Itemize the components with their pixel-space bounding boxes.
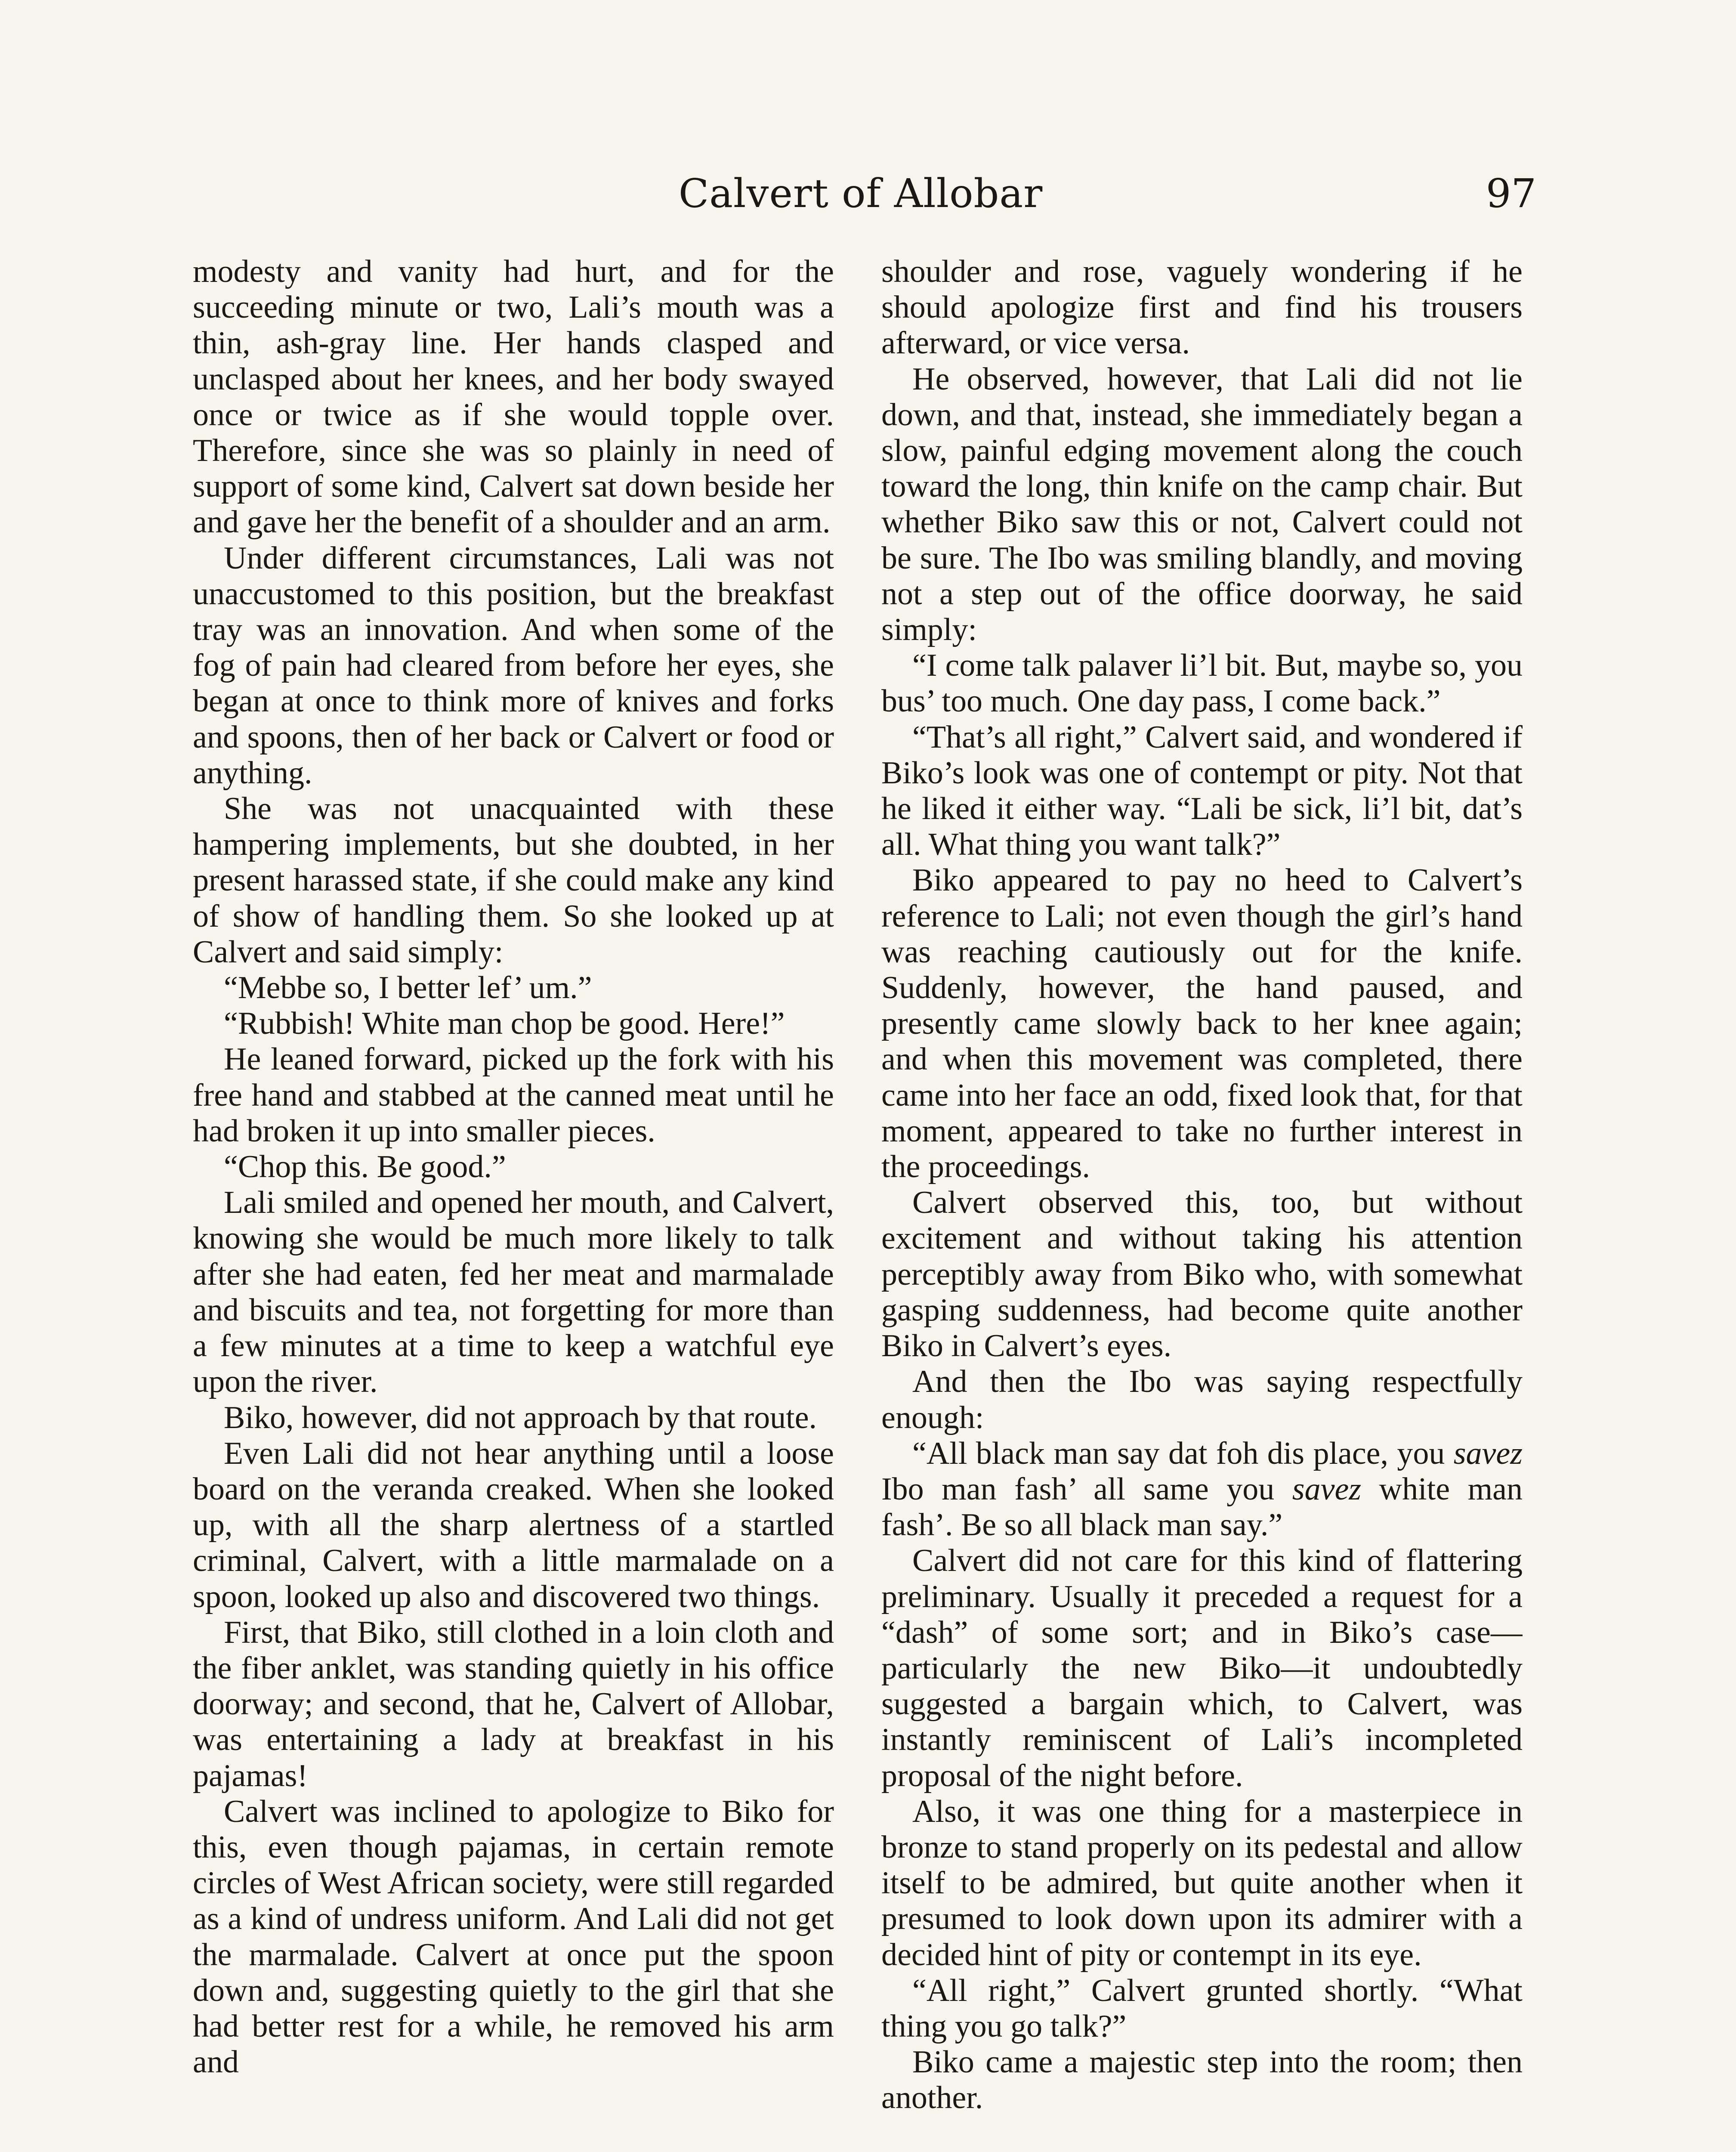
paragraph: “That’s all right,” Calvert said, and wondered if Biko’s look was one of contempt or pity. Not that he liked it either way. “Lali be sick, li’l bit, dat’s all. What thing you want talk?”: [881, 719, 1523, 863]
paragraph: He observed, however, that Lali did not lie down, and that, instead, she immediately began a slow, painful edging movement along the couch toward the long, thin knife on the camp chair. But whether Biko saw this or not, Calvert could not be sure. The Ibo was smiling blandly, and moving not a step out of the office doorway, he said simply:: [881, 361, 1523, 648]
right-text-column: [881, 254, 1523, 2152]
dialogue-line: [881, 1436, 1523, 1543]
paragraph: Also, it was one thing for a masterpiece in bronze to stand properly on its pedestal and allow itself to be admired, but quite another when it presumed to look down upon its admirer with a decided hint of pity or contempt in its eye.: [881, 1793, 1523, 1973]
running-title: Calvert of Allobar: [678, 170, 1043, 216]
text-run: “All black man say dat foh dis place, you: [912, 1435, 1454, 1471]
dialogue-line: “I come talk palaver li’l bit. But, maybe so, you bus’ too much. One day pass, I come back.”: [881, 648, 1523, 719]
paragraph: She was not unacquainted with these hampering implements, but she doubted, in her present harassed state, if she could make any kind of show of handling them. So she looked up at Calvert and said simply:: [193, 791, 834, 970]
paragraph: Lali smiled and opened her mouth, and Calvert, knowing she would be much more likely to talk after she had eaten, fed her meat and marmalade and biscuits and tea, not forgetting for more than a few minutes at a time to keep a watchful eye upon the river.: [193, 1185, 834, 1400]
paragraph: Biko appeared to pay no heed to Calvert’s reference to Lali; not even though the girl’s hand was reaching cautiously out for the knife. Suddenly, however, the hand paused, and presently came slowly back to her knee again; and when this movement was completed, there came into her face an odd, fixed look that, for that moment, appeared to take no further interest in the proceedings.: [881, 863, 1523, 1185]
left-text-column: [193, 254, 834, 2152]
paragraph: Calvert was inclined to apologize to Biko for this, even though pajamas, in certain remote circles of West African society, were still regarded as a kind of undress uniform. And Lali did not get the marmalade. Calvert at once put the spoon down and, suggesting quietly to the girl that she had better rest for a while, he removed his arm and: [193, 1793, 834, 2080]
italic-word: savez: [1292, 1471, 1362, 1507]
paragraph: Biko, however, did not approach by that route.: [224, 1400, 817, 1435]
dialogue-line: “Rubbish! White man chop be good. Here!”: [224, 1006, 785, 1042]
italic-word: savez: [1453, 1435, 1523, 1471]
paragraph: Calvert did not care for this kind of flattering preliminary. Usually it preceded a request for a “dash” of some sort; and in Biko’s case—particularly the new Biko—it undoubtedly suggested a bargain which, to Calvert, was instantly reminiscent of Lali’s incompleted proposal of the night before.: [881, 1543, 1523, 1793]
dialogue-line: “Mebbe so, I better lef’ um.”: [224, 970, 592, 1006]
paragraph: He leaned forward, picked up the fork with his free hand and stabbed at the canned meat until he had broken it up into smaller pieces.: [193, 1042, 834, 1149]
paragraph: First, that Biko, still clothed in a loin cloth and the fiber anklet, was standing quietly in his office doorway; and second, that he, Calvert of Allobar, was entertaining a lady at breakfast in his pajamas!: [193, 1614, 834, 1793]
paragraph: Even Lali did not hear anything until a loose board on the veranda creaked. When she looked up, with all the sharp alertness of a startled criminal, Calvert, with a little marmalade on a spoon, looked up also and discovered two things.: [193, 1435, 834, 1614]
text-run: white man fash’. Be so all black man say.”: [881, 1471, 1523, 1543]
page-header: [189, 164, 1536, 224]
paragraph: Under different circumstances, Lali was not unaccustomed to this position, but the breakfast tray was an innovation. And when some of the fog of pain had cleared from before her eyes, she began at once to think more of knives and forks and spoons, then of her back or Calvert or food or anything.: [193, 540, 834, 791]
page-number: 97: [1486, 170, 1536, 216]
paragraph: Calvert observed this, too, but without excitement and without taking his attention perceptibly away from Biko who, with somewhat gasping suddenness, had become quite another Biko in Calvert’s eyes.: [881, 1185, 1523, 1364]
dialogue-line: “Chop this. Be good.”: [224, 1149, 506, 1185]
paragraph: modesty and vanity had hurt, and for the succeeding minute or two, Lali’s mouth was a thin, ash-gray line. Her hands clasped and unclasped about her knees, and her body swayed once or twice as if she would topple over. Therefore, since she was so plainly in need of support of some kind, Calvert sat down beside her and gave her the benefit of a shoulder and an arm.: [193, 254, 834, 540]
paragraph: shoulder and rose, vaguely wondering if he should apologize first and find his trousers afterward, or vice versa.: [881, 254, 1523, 361]
dialogue-line: “All right,” Calvert grunted shortly. “What thing you go talk?”: [881, 1973, 1523, 2044]
paragraph: Biko came a majestic step into the room; then another.: [881, 2044, 1523, 2116]
paragraph: And then the Ibo was saying respectfully enough:: [881, 1364, 1523, 1435]
text-run: Ibo man fash’ all same you: [881, 1471, 1292, 1507]
